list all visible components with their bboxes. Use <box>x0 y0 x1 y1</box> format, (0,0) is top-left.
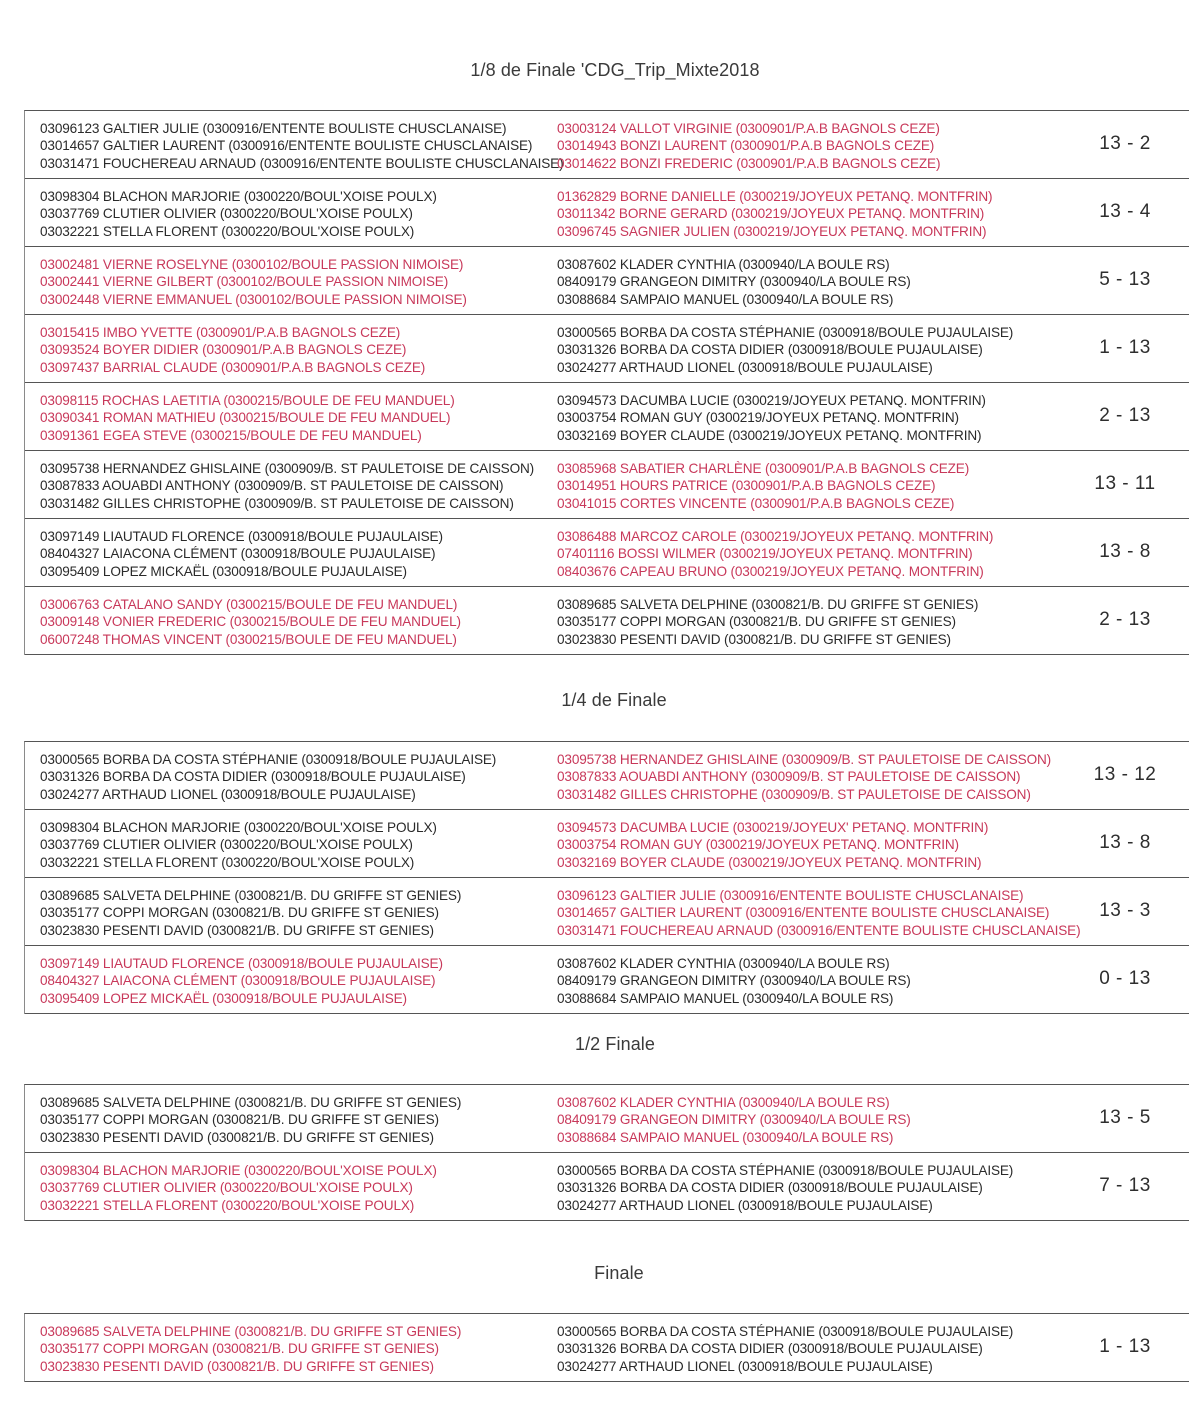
player-entry: 03031326 BORBA DA COSTA DIDIER (0300918/BOULE PUJAULAISE) <box>557 342 983 358</box>
player-entry: 03000565 BORBA DA COSTA STÉPHANIE (0300918/BOULE PUJAULAISE) <box>557 325 1014 340</box>
player-entry: 03014951 HOURS PATRICE (0300901/P.A.B BAGNOLS CEZE) <box>557 478 936 494</box>
player-entry: 03006763 CATALANO SANDY (0300215/BOULE DE FEU MANDUEL) <box>40 597 458 612</box>
player-entry: 03095409 LOPEZ MICKAËL (0300918/BOULE PUJAULAISE) <box>40 990 407 1006</box>
match-score: 13 - 11 <box>1094 473 1156 494</box>
player-entry: 03024277 ARTHAUD LIONEL (0300918/BOULE PUJAULAISE) <box>40 786 416 802</box>
player-entry: 03091361 EGEA STEVE (0300215/BOULE DE FEU MANDUEL) <box>40 427 422 443</box>
team-left <box>40 1162 437 1214</box>
player-entry: 03031326 BORBA DA COSTA DIDIER (0300918/BOULE PUJAULAISE) <box>557 1341 983 1357</box>
team-left <box>40 392 455 444</box>
player-entry: 03014622 BONZI FREDERIC (0300901/P.A.B BAGNOLS CEZE) <box>557 155 941 171</box>
player-entry: 03087833 AOUABDI ANTHONY (0300909/B. ST PAULETOISE DE CAISSON) <box>557 769 1021 785</box>
player-entry: 03031326 BORBA DA COSTA DIDIER (0300918/BOULE PUJAULAISE) <box>557 1180 983 1196</box>
player-entry: 03088684 SAMPAIO MANUEL (0300940/LA BOULE RS) <box>557 291 894 307</box>
match-score: 13 - 3 <box>1099 900 1151 921</box>
player-entry: 03094573 DACUMBA LUCIE (0300219/JOYEUX' PETANQ. MONTFRIN) <box>557 820 989 835</box>
team-left <box>40 528 443 580</box>
match-row <box>25 519 1189 587</box>
match-row <box>25 878 1189 946</box>
player-entry: 03032221 STELLA FLORENT (0300220/BOUL'XOISE POULX) <box>40 854 415 870</box>
team-right <box>557 751 1051 803</box>
quarter-finals-table <box>24 741 1189 1014</box>
match-score: 1 - 13 <box>1099 1336 1151 1357</box>
match-row <box>25 810 1189 878</box>
player-entry: 03000565 BORBA DA COSTA STÉPHANIE (0300918/BOULE PUJAULAISE) <box>40 752 497 767</box>
team-left <box>40 751 496 803</box>
round-title-semi-finals: 1/2 Finale <box>574 1034 656 1054</box>
player-entry: 03031482 GILLES CHRISTOPHE (0300909/B. ST PAULETOISE DE CAISSON) <box>40 495 514 511</box>
team-right <box>557 819 988 871</box>
player-entry: 08403676 CAPEAU BRUNO (0300219/JOYEUX PETANQ. MONTFRIN) <box>557 563 984 579</box>
final-table <box>24 1313 1189 1382</box>
player-entry: 03014943 BONZI LAURENT (0300901/P.A.B BAGNOLS CEZE) <box>557 138 935 154</box>
player-entry: 03032169 BOYER CLAUDE (0300219/JOYEUX PETANQ. MONTFRIN) <box>557 854 982 870</box>
player-entry: 03089685 SALVETA DELPHINE (0300821/B. DU GRIFFE ST GENIES) <box>40 1324 462 1339</box>
match-score: 13 - 8 <box>1099 832 1151 853</box>
player-entry: 03000565 BORBA DA COSTA STÉPHANIE (0300918/BOULE PUJAULAISE) <box>557 1324 1014 1339</box>
player-entry: 03031471 FOUCHEREAU ARNAUD (0300916/ENTENTE BOULISTE CHUSCLANAISE) <box>557 922 1081 938</box>
player-entry: 03089685 SALVETA DELPHINE (0300821/B. DU GRIFFE ST GENIES) <box>557 597 979 612</box>
match-row <box>25 383 1189 451</box>
player-entry: 08409179 GRANGEON DIMITRY (0300940/LA BOULE RS) <box>557 274 911 290</box>
player-entry: 03041015 CORTES VINCENTE (0300901/P.A.B BAGNOLS CEZE) <box>557 495 955 511</box>
team-right <box>557 460 969 512</box>
player-entry: 03098304 BLACHON MARJORIE (0300220/BOUL'XOISE POULX) <box>40 189 437 204</box>
player-entry: 03002481 VIERNE ROSELYNE (0300102/BOULE PASSION NIMOISE) <box>40 257 464 272</box>
player-entry: 01362829 BORNE DANIELLE (0300219/JOYEUX PETANQ. MONTFRIN) <box>557 189 993 204</box>
player-entry: 03095738 HERNANDEZ GHISLAINE (0300909/B. ST PAULETOISE DE CAISSON) <box>557 752 1052 767</box>
player-entry: 03037769 CLUTIER OLIVIER (0300220/BOUL'XOISE POULX) <box>40 837 413 853</box>
round-title-quarter-finals: 1/4 de Finale <box>561 690 667 710</box>
match-score: 2 - 13 <box>1099 609 1151 630</box>
match-score: 2 - 13 <box>1099 405 1151 426</box>
player-entry: 03089685 SALVETA DELPHINE (0300821/B. DU GRIFFE ST GENIES) <box>40 1095 462 1110</box>
match-row <box>25 315 1189 383</box>
player-entry: 03087602 KLADER CYNTHIA (0300940/LA BOULE RS) <box>557 956 890 971</box>
match-row <box>25 1153 1189 1221</box>
player-entry: 03031482 GILLES CHRISTOPHE (0300909/B. ST PAULETOISE DE CAISSON) <box>557 786 1031 802</box>
player-entry: 03098115 ROCHAS LAETITIA (0300215/BOULE DE FEU MANDUEL) <box>40 393 455 408</box>
team-right <box>557 256 911 308</box>
player-entry: 03096745 SAGNIER JULIEN (0300219/JOYEUX PETANQ. MONTFRIN) <box>557 223 987 239</box>
semi-finals-table <box>24 1084 1189 1221</box>
player-entry: 03097149 LIAUTAUD FLORENCE (0300918/BOULE PUJAULAISE) <box>40 956 443 971</box>
player-entry: 03090341 ROMAN MATHIEU (0300215/BOULE DE FEU MANDUEL) <box>40 410 451 426</box>
player-entry: 08409179 GRANGEON DIMITRY (0300940/LA BOULE RS) <box>557 973 911 989</box>
team-right <box>557 120 940 172</box>
player-entry: 03097437 BARRIAL CLAUDE (0300901/P.A.B BAGNOLS CEZE) <box>40 359 426 375</box>
player-entry: 03023830 PESENTI DAVID (0300821/B. DU GRIFFE ST GENIES) <box>40 1358 434 1374</box>
team-right <box>557 324 1013 376</box>
match-score: 13 - 4 <box>1099 201 1151 222</box>
team-right <box>557 596 978 648</box>
player-entry: 03035177 COPPI MORGAN (0300821/B. DU GRIFFE ST GENIES) <box>40 1112 439 1128</box>
team-left <box>40 1323 461 1375</box>
player-entry: 03095409 LOPEZ MICKAËL (0300918/BOULE PUJAULAISE) <box>40 563 407 579</box>
team-right <box>557 188 992 240</box>
player-entry: 03032169 BOYER CLAUDE (0300219/JOYEUX PETANQ. MONTFRIN) <box>557 427 982 443</box>
player-entry: 03032221 STELLA FLORENT (0300220/BOUL'XOISE POULX) <box>40 1197 415 1213</box>
round-title-final: Finale <box>594 1263 644 1283</box>
team-right <box>557 1323 1013 1375</box>
player-entry: 03037769 CLUTIER OLIVIER (0300220/BOUL'XOISE POULX) <box>40 206 413 222</box>
player-entry: 03086488 MARCOZ CAROLE (0300219/JOYEUX PETANQ. MONTFRIN) <box>557 529 994 544</box>
match-row <box>25 587 1189 655</box>
match-row <box>25 179 1189 247</box>
player-entry: 03014657 GALTIER LAURENT (0300916/ENTENTE BOULISTE CHUSCLANAISE) <box>557 905 1050 921</box>
player-entry: 03087833 AOUABDI ANTHONY (0300909/B. ST PAULETOISE DE CAISSON) <box>40 478 504 494</box>
match-row <box>25 742 1189 810</box>
player-entry: 03011342 BORNE GERARD (0300219/JOYEUX PETANQ. MONTFRIN) <box>557 206 985 222</box>
team-right <box>557 1094 911 1146</box>
player-entry: 08409179 GRANGEON DIMITRY (0300940/LA BOULE RS) <box>557 1112 911 1128</box>
player-entry: 03035177 COPPI MORGAN (0300821/B. DU GRIFFE ST GENIES) <box>40 1341 439 1357</box>
match-score: 0 - 13 <box>1099 968 1151 989</box>
player-entry: 03037769 CLUTIER OLIVIER (0300220/BOUL'XOISE POULX) <box>40 1180 413 1196</box>
player-entry: 03087602 KLADER CYNTHIA (0300940/LA BOULE RS) <box>557 257 890 272</box>
player-entry: 06007248 THOMAS VINCENT (0300215/BOULE DE FEU MANDUEL) <box>40 631 457 647</box>
match-score: 13 - 12 <box>1093 764 1157 785</box>
player-entry: 03031326 BORBA DA COSTA DIDIER (0300918/BOULE PUJAULAISE) <box>40 769 466 785</box>
player-entry: 03097149 LIAUTAUD FLORENCE (0300918/BOULE PUJAULAISE) <box>40 529 443 544</box>
player-entry: 03024277 ARTHAUD LIONEL (0300918/BOULE PUJAULAISE) <box>557 359 933 375</box>
player-entry: 03024277 ARTHAUD LIONEL (0300918/BOULE PUJAULAISE) <box>557 1358 933 1374</box>
team-left <box>40 188 437 240</box>
team-right <box>557 1162 1013 1214</box>
team-left <box>40 324 425 376</box>
player-entry: 03096123 GALTIER JULIE (0300916/ENTENTE BOULISTE CHUSCLANAISE) <box>557 888 1024 903</box>
player-entry: 03095738 HERNANDEZ GHISLAINE (0300909/B. ST PAULETOISE DE CAISSON) <box>40 461 535 476</box>
match-row <box>25 946 1189 1014</box>
player-entry: 08404327 LAIACONA CLÉMENT (0300918/BOULE PUJAULAISE) <box>40 973 436 989</box>
player-entry: 03098304 BLACHON MARJORIE (0300220/BOUL'XOISE POULX) <box>40 820 437 835</box>
eighth-finals-table <box>24 110 1189 655</box>
player-entry: 03094573 DACUMBA LUCIE (0300219/JOYEUX PETANQ. MONTFRIN) <box>557 393 986 408</box>
player-entry: 03098304 BLACHON MARJORIE (0300220/BOUL'XOISE POULX) <box>40 1163 437 1178</box>
player-entry: 03088684 SAMPAIO MANUEL (0300940/LA BOULE RS) <box>557 990 894 1006</box>
match-score: 1 - 13 <box>1099 337 1151 358</box>
match-row <box>25 451 1189 519</box>
match-score: 13 - 5 <box>1099 1107 1151 1128</box>
match-score: 13 - 2 <box>1099 133 1151 154</box>
player-entry: 03002448 VIERNE EMMANUEL (0300102/BOULE PASSION NIMOISE) <box>40 291 467 307</box>
player-entry: 03035177 COPPI MORGAN (0300821/B. DU GRIFFE ST GENIES) <box>557 614 956 630</box>
match-row <box>25 247 1189 315</box>
team-right <box>557 955 911 1007</box>
player-entry: 03023830 PESENTI DAVID (0300821/B. DU GRIFFE ST GENIES) <box>40 1129 434 1145</box>
player-entry: 03087602 KLADER CYNTHIA (0300940/LA BOULE RS) <box>557 1095 890 1110</box>
player-entry: 03003754 ROMAN GUY (0300219/JOYEUX PETANQ. MONTFRIN) <box>557 410 959 426</box>
player-entry: 03000565 BORBA DA COSTA STÉPHANIE (0300918/BOULE PUJAULAISE) <box>557 1163 1014 1178</box>
player-entry: 03089685 SALVETA DELPHINE (0300821/B. DU GRIFFE ST GENIES) <box>40 888 462 903</box>
player-entry: 03031471 FOUCHEREAU ARNAUD (0300916/ENTENTE BOULISTE CHUSCLANAISE) <box>40 155 564 171</box>
player-entry: 08404327 LAIACONA CLÉMENT (0300918/BOULE PUJAULAISE) <box>40 546 436 562</box>
player-entry: 03032221 STELLA FLORENT (0300220/BOUL'XOISE POULX) <box>40 223 415 239</box>
player-entry: 03015415 IMBO YVETTE (0300901/P.A.B BAGNOLS CEZE) <box>40 325 401 340</box>
player-entry: 03023830 PESENTI DAVID (0300821/B. DU GRIFFE ST GENIES) <box>40 922 434 938</box>
player-entry: 03024277 ARTHAUD LIONEL (0300918/BOULE PUJAULAISE) <box>557 1197 933 1213</box>
player-entry: 03096123 GALTIER JULIE (0300916/ENTENTE BOULISTE CHUSCLANAISE) <box>40 121 507 136</box>
team-left <box>40 819 437 871</box>
player-entry: 03085968 SABATIER CHARLÈNE (0300901/P.A.B BAGNOLS CEZE) <box>557 461 970 476</box>
player-entry: 03003124 VALLOT VIRGINIE (0300901/P.A.B BAGNOLS CEZE) <box>557 121 940 136</box>
team-left <box>40 460 534 512</box>
player-entry: 03035177 COPPI MORGAN (0300821/B. DU GRIFFE ST GENIES) <box>40 905 439 921</box>
match-row <box>25 1085 1189 1153</box>
team-left <box>40 120 563 172</box>
player-entry: 03093524 BOYER DIDIER (0300901/P.A.B BAGNOLS CEZE) <box>40 342 407 358</box>
player-entry: 03088684 SAMPAIO MANUEL (0300940/LA BOULE RS) <box>557 1129 894 1145</box>
team-left <box>40 256 467 308</box>
player-entry: 03002441 VIERNE GILBERT (0300102/BOULE PASSION NIMOISE) <box>40 274 449 290</box>
match-score: 5 - 13 <box>1099 269 1151 290</box>
player-entry: 03009148 VONIER FREDERIC (0300215/BOULE DE FEU MANDUEL) <box>40 614 461 630</box>
team-left <box>40 955 443 1007</box>
player-entry: 03003754 ROMAN GUY (0300219/JOYEUX PETANQ. MONTFRIN) <box>557 837 959 853</box>
team-right <box>557 887 1080 939</box>
player-entry: 07401116 BOSSI WILMER (0300219/JOYEUX PETANQ. MONTFRIN) <box>557 546 973 562</box>
team-left <box>40 596 461 648</box>
match-row <box>25 111 1189 179</box>
team-right <box>557 392 986 444</box>
round-title-eighth-finals: 1/8 de Finale 'CDG_Trip_Mixte2018 <box>470 60 760 80</box>
player-entry: 03014657 GALTIER LAURENT (0300916/ENTENTE BOULISTE CHUSCLANAISE) <box>40 138 533 154</box>
player-entry: 03023830 PESENTI DAVID (0300821/B. DU GRIFFE ST GENIES) <box>557 631 951 647</box>
match-row <box>25 1314 1189 1382</box>
match-score: 13 - 8 <box>1099 541 1151 562</box>
team-left <box>40 1094 461 1146</box>
match-score: 7 - 13 <box>1099 1175 1151 1196</box>
team-right <box>557 528 993 580</box>
team-left <box>40 887 461 939</box>
